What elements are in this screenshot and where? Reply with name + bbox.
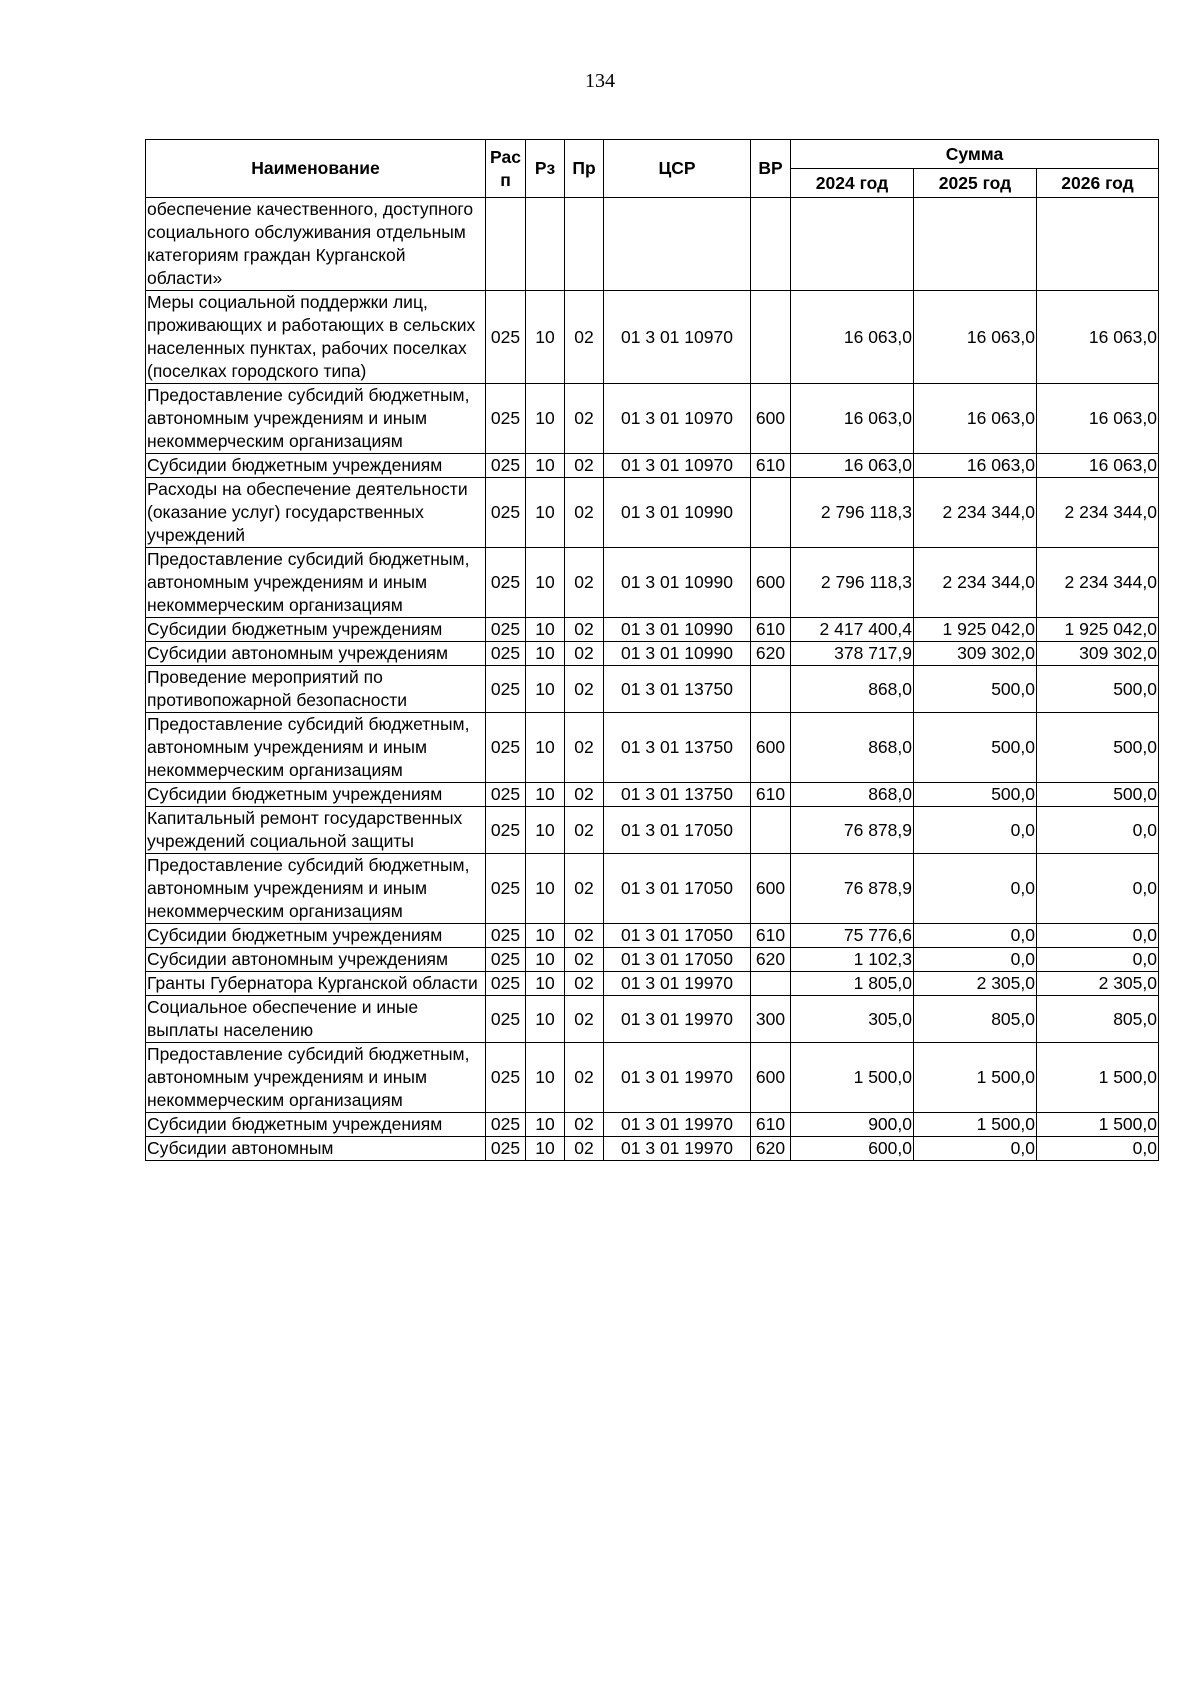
cell-name: Субсидии автономным учреждениям (146, 948, 486, 972)
cell-2024: 868,0 (791, 666, 914, 713)
cell-2025: 1 925 042,0 (914, 618, 1037, 642)
cell-pr: 02 (565, 972, 604, 996)
cell-2026: 0,0 (1037, 854, 1159, 924)
cell-2026: 16 063,0 (1037, 454, 1159, 478)
table-row (146, 807, 1159, 854)
cell-csr: 01 3 01 17050 (604, 854, 751, 924)
cell-rasp: 025 (486, 948, 526, 972)
cell-rasp: 025 (486, 924, 526, 948)
cell-pr: 02 (565, 384, 604, 454)
table-row (146, 618, 1159, 642)
table-row (146, 996, 1159, 1043)
cell-2026: 16 063,0 (1037, 384, 1159, 454)
cell-pr: 02 (565, 807, 604, 854)
cell-rasp: 025 (486, 618, 526, 642)
cell-vr: 600 (751, 384, 791, 454)
cell-2026 (1037, 198, 1159, 291)
cell-csr: 01 3 01 19970 (604, 1043, 751, 1113)
cell-2024: 600,0 (791, 1137, 914, 1161)
table-row (146, 291, 1159, 384)
cell-2025: 2 234 344,0 (914, 478, 1037, 548)
cell-2024: 900,0 (791, 1113, 914, 1137)
cell-name: Капитальный ремонт государственных учреждений социальной защиты (146, 807, 486, 854)
cell-2025: 1 500,0 (914, 1043, 1037, 1113)
cell-2025: 500,0 (914, 783, 1037, 807)
cell-csr: 01 3 01 13750 (604, 783, 751, 807)
table-row (146, 1113, 1159, 1137)
cell-2025: 16 063,0 (914, 291, 1037, 384)
cell-csr: 01 3 01 19970 (604, 1113, 751, 1137)
cell-2025: 500,0 (914, 666, 1037, 713)
cell-rz: 10 (526, 291, 565, 384)
cell-name: Субсидии автономным учреждениям (146, 642, 486, 666)
cell-2026: 1 500,0 (1037, 1043, 1159, 1113)
cell-2024: 378 717,9 (791, 642, 914, 666)
cell-pr: 02 (565, 1043, 604, 1113)
cell-csr: 01 3 01 10970 (604, 454, 751, 478)
cell-name: Гранты Губернатора Курганской области (146, 972, 486, 996)
cell-rasp: 025 (486, 807, 526, 854)
cell-2024: 2 796 118,3 (791, 478, 914, 548)
header-year-2025: 2025 год (914, 169, 1037, 198)
cell-vr: 610 (751, 783, 791, 807)
cell-pr: 02 (565, 454, 604, 478)
cell-vr (751, 666, 791, 713)
table-body (146, 198, 1159, 1161)
cell-rz: 10 (526, 1043, 565, 1113)
table-row (146, 548, 1159, 618)
cell-name: Предоставление субсидий бюджетным, автономным учреждениям и иным некоммерческим организациям (146, 548, 486, 618)
cell-2024: 868,0 (791, 713, 914, 783)
cell-2024: 1 102,3 (791, 948, 914, 972)
table-row (146, 1137, 1159, 1161)
cell-rasp: 025 (486, 1043, 526, 1113)
cell-pr: 02 (565, 642, 604, 666)
cell-vr (751, 972, 791, 996)
cell-2026: 500,0 (1037, 783, 1159, 807)
cell-name: Субсидии бюджетным учреждениям (146, 1113, 486, 1137)
cell-rz: 10 (526, 1113, 565, 1137)
cell-2026: 0,0 (1037, 948, 1159, 972)
header-rz: Рз (526, 140, 565, 198)
cell-rasp: 025 (486, 478, 526, 548)
cell-pr: 02 (565, 1137, 604, 1161)
cell-name: Меры социальной поддержки лиц, проживающих и работающих в сельских населенных пунктах, рабочих поселках (поселках городского типа) (146, 291, 486, 384)
table-row (146, 948, 1159, 972)
cell-vr (751, 478, 791, 548)
cell-2026: 0,0 (1037, 807, 1159, 854)
cell-2026: 1 925 042,0 (1037, 618, 1159, 642)
cell-rz (526, 198, 565, 291)
cell-2024: 16 063,0 (791, 454, 914, 478)
cell-name: Субсидии бюджетным учреждениям (146, 618, 486, 642)
header-year-2026: 2026 год (1037, 169, 1159, 198)
cell-name: Социальное обеспечение и иные выплаты населению (146, 996, 486, 1043)
cell-pr: 02 (565, 548, 604, 618)
cell-rz: 10 (526, 478, 565, 548)
cell-name: Субсидии бюджетным учреждениям (146, 454, 486, 478)
cell-vr (751, 291, 791, 384)
cell-csr: 01 3 01 19970 (604, 1137, 751, 1161)
cell-rasp: 025 (486, 1113, 526, 1137)
table-header-row (146, 140, 1159, 169)
cell-rz: 10 (526, 807, 565, 854)
cell-name: Расходы на обеспечение деятельности (оказание услуг) государственных учреждений (146, 478, 486, 548)
cell-rz: 10 (526, 713, 565, 783)
cell-2026: 16 063,0 (1037, 291, 1159, 384)
cell-rz: 10 (526, 948, 565, 972)
cell-2025: 2 234 344,0 (914, 548, 1037, 618)
cell-pr: 02 (565, 478, 604, 548)
cell-2025: 0,0 (914, 854, 1037, 924)
table-row (146, 198, 1159, 291)
cell-2024: 75 776,6 (791, 924, 914, 948)
cell-2024: 2 417 400,4 (791, 618, 914, 642)
cell-2024: 305,0 (791, 996, 914, 1043)
table-row (146, 854, 1159, 924)
cell-csr: 01 3 01 19970 (604, 972, 751, 996)
cell-vr: 600 (751, 548, 791, 618)
cell-csr: 01 3 01 17050 (604, 807, 751, 854)
cell-csr: 01 3 01 13750 (604, 713, 751, 783)
cell-rasp: 025 (486, 548, 526, 618)
cell-name: Предоставление субсидий бюджетным, автономным учреждениям и иным некоммерческим организациям (146, 854, 486, 924)
cell-2025: 0,0 (914, 924, 1037, 948)
cell-2024 (791, 198, 914, 291)
cell-name: Субсидии автономным (146, 1137, 486, 1161)
cell-2026: 0,0 (1037, 1137, 1159, 1161)
cell-2025: 2 305,0 (914, 972, 1037, 996)
cell-rasp: 025 (486, 642, 526, 666)
table-row (146, 1043, 1159, 1113)
cell-2025: 16 063,0 (914, 454, 1037, 478)
cell-2024: 2 796 118,3 (791, 548, 914, 618)
cell-csr: 01 3 01 19970 (604, 996, 751, 1043)
cell-vr: 620 (751, 1137, 791, 1161)
cell-rz: 10 (526, 854, 565, 924)
cell-2026: 2 234 344,0 (1037, 548, 1159, 618)
cell-rz: 10 (526, 454, 565, 478)
cell-2024: 16 063,0 (791, 291, 914, 384)
cell-rz: 10 (526, 783, 565, 807)
cell-2026: 0,0 (1037, 924, 1159, 948)
cell-csr: 01 3 01 10990 (604, 642, 751, 666)
table-row (146, 478, 1159, 548)
cell-vr: 600 (751, 854, 791, 924)
cell-csr: 01 3 01 10970 (604, 384, 751, 454)
cell-2026: 2 305,0 (1037, 972, 1159, 996)
cell-rasp: 025 (486, 666, 526, 713)
header-pr: Пр (565, 140, 604, 198)
cell-vr: 620 (751, 948, 791, 972)
cell-csr: 01 3 01 17050 (604, 948, 751, 972)
cell-2025: 0,0 (914, 807, 1037, 854)
cell-rz: 10 (526, 666, 565, 713)
cell-2024: 16 063,0 (791, 384, 914, 454)
header-year-2024: 2024 год (791, 169, 914, 198)
cell-pr: 02 (565, 924, 604, 948)
cell-vr: 300 (751, 996, 791, 1043)
cell-rz: 10 (526, 972, 565, 996)
page-number: 134 (585, 70, 615, 92)
cell-rasp: 025 (486, 713, 526, 783)
cell-name: обеспечение качественного, доступного социального обслуживания отдельным категориям граждан Курганской области» (146, 198, 486, 291)
cell-2026: 1 500,0 (1037, 1113, 1159, 1137)
cell-2026: 500,0 (1037, 713, 1159, 783)
cell-pr: 02 (565, 948, 604, 972)
cell-2024: 1 500,0 (791, 1043, 914, 1113)
cell-vr: 610 (751, 454, 791, 478)
cell-rasp: 025 (486, 783, 526, 807)
cell-csr: 01 3 01 17050 (604, 924, 751, 948)
cell-2025: 309 302,0 (914, 642, 1037, 666)
cell-rz: 10 (526, 384, 565, 454)
header-sum: Сумма (791, 140, 1159, 169)
cell-2025: 16 063,0 (914, 384, 1037, 454)
cell-pr: 02 (565, 291, 604, 384)
cell-2026: 2 234 344,0 (1037, 478, 1159, 548)
header-rasp: Рас п (486, 140, 526, 198)
cell-vr (751, 807, 791, 854)
cell-pr: 02 (565, 618, 604, 642)
budget-table (145, 139, 1159, 1161)
cell-2026: 500,0 (1037, 666, 1159, 713)
cell-vr: 600 (751, 1043, 791, 1113)
cell-2024: 1 805,0 (791, 972, 914, 996)
cell-csr (604, 198, 751, 291)
cell-rasp: 025 (486, 1137, 526, 1161)
cell-vr: 610 (751, 924, 791, 948)
cell-rasp: 025 (486, 972, 526, 996)
cell-pr: 02 (565, 666, 604, 713)
cell-rz: 10 (526, 548, 565, 618)
header-csr: ЦСР (604, 140, 751, 198)
table-row (146, 783, 1159, 807)
table-row (146, 384, 1159, 454)
cell-vr (751, 198, 791, 291)
cell-rz: 10 (526, 642, 565, 666)
cell-rasp: 025 (486, 454, 526, 478)
table-row (146, 972, 1159, 996)
cell-rz: 10 (526, 1137, 565, 1161)
cell-2025 (914, 198, 1037, 291)
cell-csr: 01 3 01 10970 (604, 291, 751, 384)
table-row (146, 454, 1159, 478)
cell-2026: 309 302,0 (1037, 642, 1159, 666)
cell-rz: 10 (526, 996, 565, 1043)
cell-2025: 0,0 (914, 948, 1037, 972)
cell-csr: 01 3 01 10990 (604, 618, 751, 642)
cell-csr: 01 3 01 10990 (604, 478, 751, 548)
cell-vr: 610 (751, 1113, 791, 1137)
cell-2025: 0,0 (914, 1137, 1037, 1161)
cell-name: Предоставление субсидий бюджетным, автономным учреждениям и иным некоммерческим организациям (146, 1043, 486, 1113)
cell-name: Предоставление субсидий бюджетным, автономным учреждениям и иным некоммерческим организациям (146, 713, 486, 783)
cell-pr: 02 (565, 783, 604, 807)
cell-rasp (486, 198, 526, 291)
cell-vr: 610 (751, 618, 791, 642)
header-name: Наименование (146, 140, 486, 198)
cell-2025: 500,0 (914, 713, 1037, 783)
cell-vr: 620 (751, 642, 791, 666)
cell-rasp: 025 (486, 996, 526, 1043)
cell-2025: 1 500,0 (914, 1113, 1037, 1137)
table-row (146, 642, 1159, 666)
cell-csr: 01 3 01 13750 (604, 666, 751, 713)
cell-pr (565, 198, 604, 291)
cell-pr: 02 (565, 854, 604, 924)
cell-csr: 01 3 01 10990 (604, 548, 751, 618)
cell-name: Предоставление субсидий бюджетным, автономным учреждениям и иным некоммерческим организациям (146, 384, 486, 454)
cell-name: Проведение мероприятий по противопожарной безопасности (146, 666, 486, 713)
cell-rasp: 025 (486, 291, 526, 384)
cell-2026: 805,0 (1037, 996, 1159, 1043)
cell-name: Субсидии бюджетным учреждениям (146, 783, 486, 807)
header-vr: ВР (751, 140, 791, 198)
cell-pr: 02 (565, 1113, 604, 1137)
cell-2024: 76 878,9 (791, 854, 914, 924)
table-row (146, 713, 1159, 783)
cell-rz: 10 (526, 618, 565, 642)
cell-pr: 02 (565, 996, 604, 1043)
table-row (146, 924, 1159, 948)
cell-pr: 02 (565, 713, 604, 783)
cell-rz: 10 (526, 924, 565, 948)
cell-rasp: 025 (486, 854, 526, 924)
cell-2025: 805,0 (914, 996, 1037, 1043)
cell-rasp: 025 (486, 384, 526, 454)
table-row (146, 666, 1159, 713)
cell-2024: 76 878,9 (791, 807, 914, 854)
cell-2024: 868,0 (791, 783, 914, 807)
cell-vr: 600 (751, 713, 791, 783)
cell-name: Субсидии бюджетным учреждениям (146, 924, 486, 948)
